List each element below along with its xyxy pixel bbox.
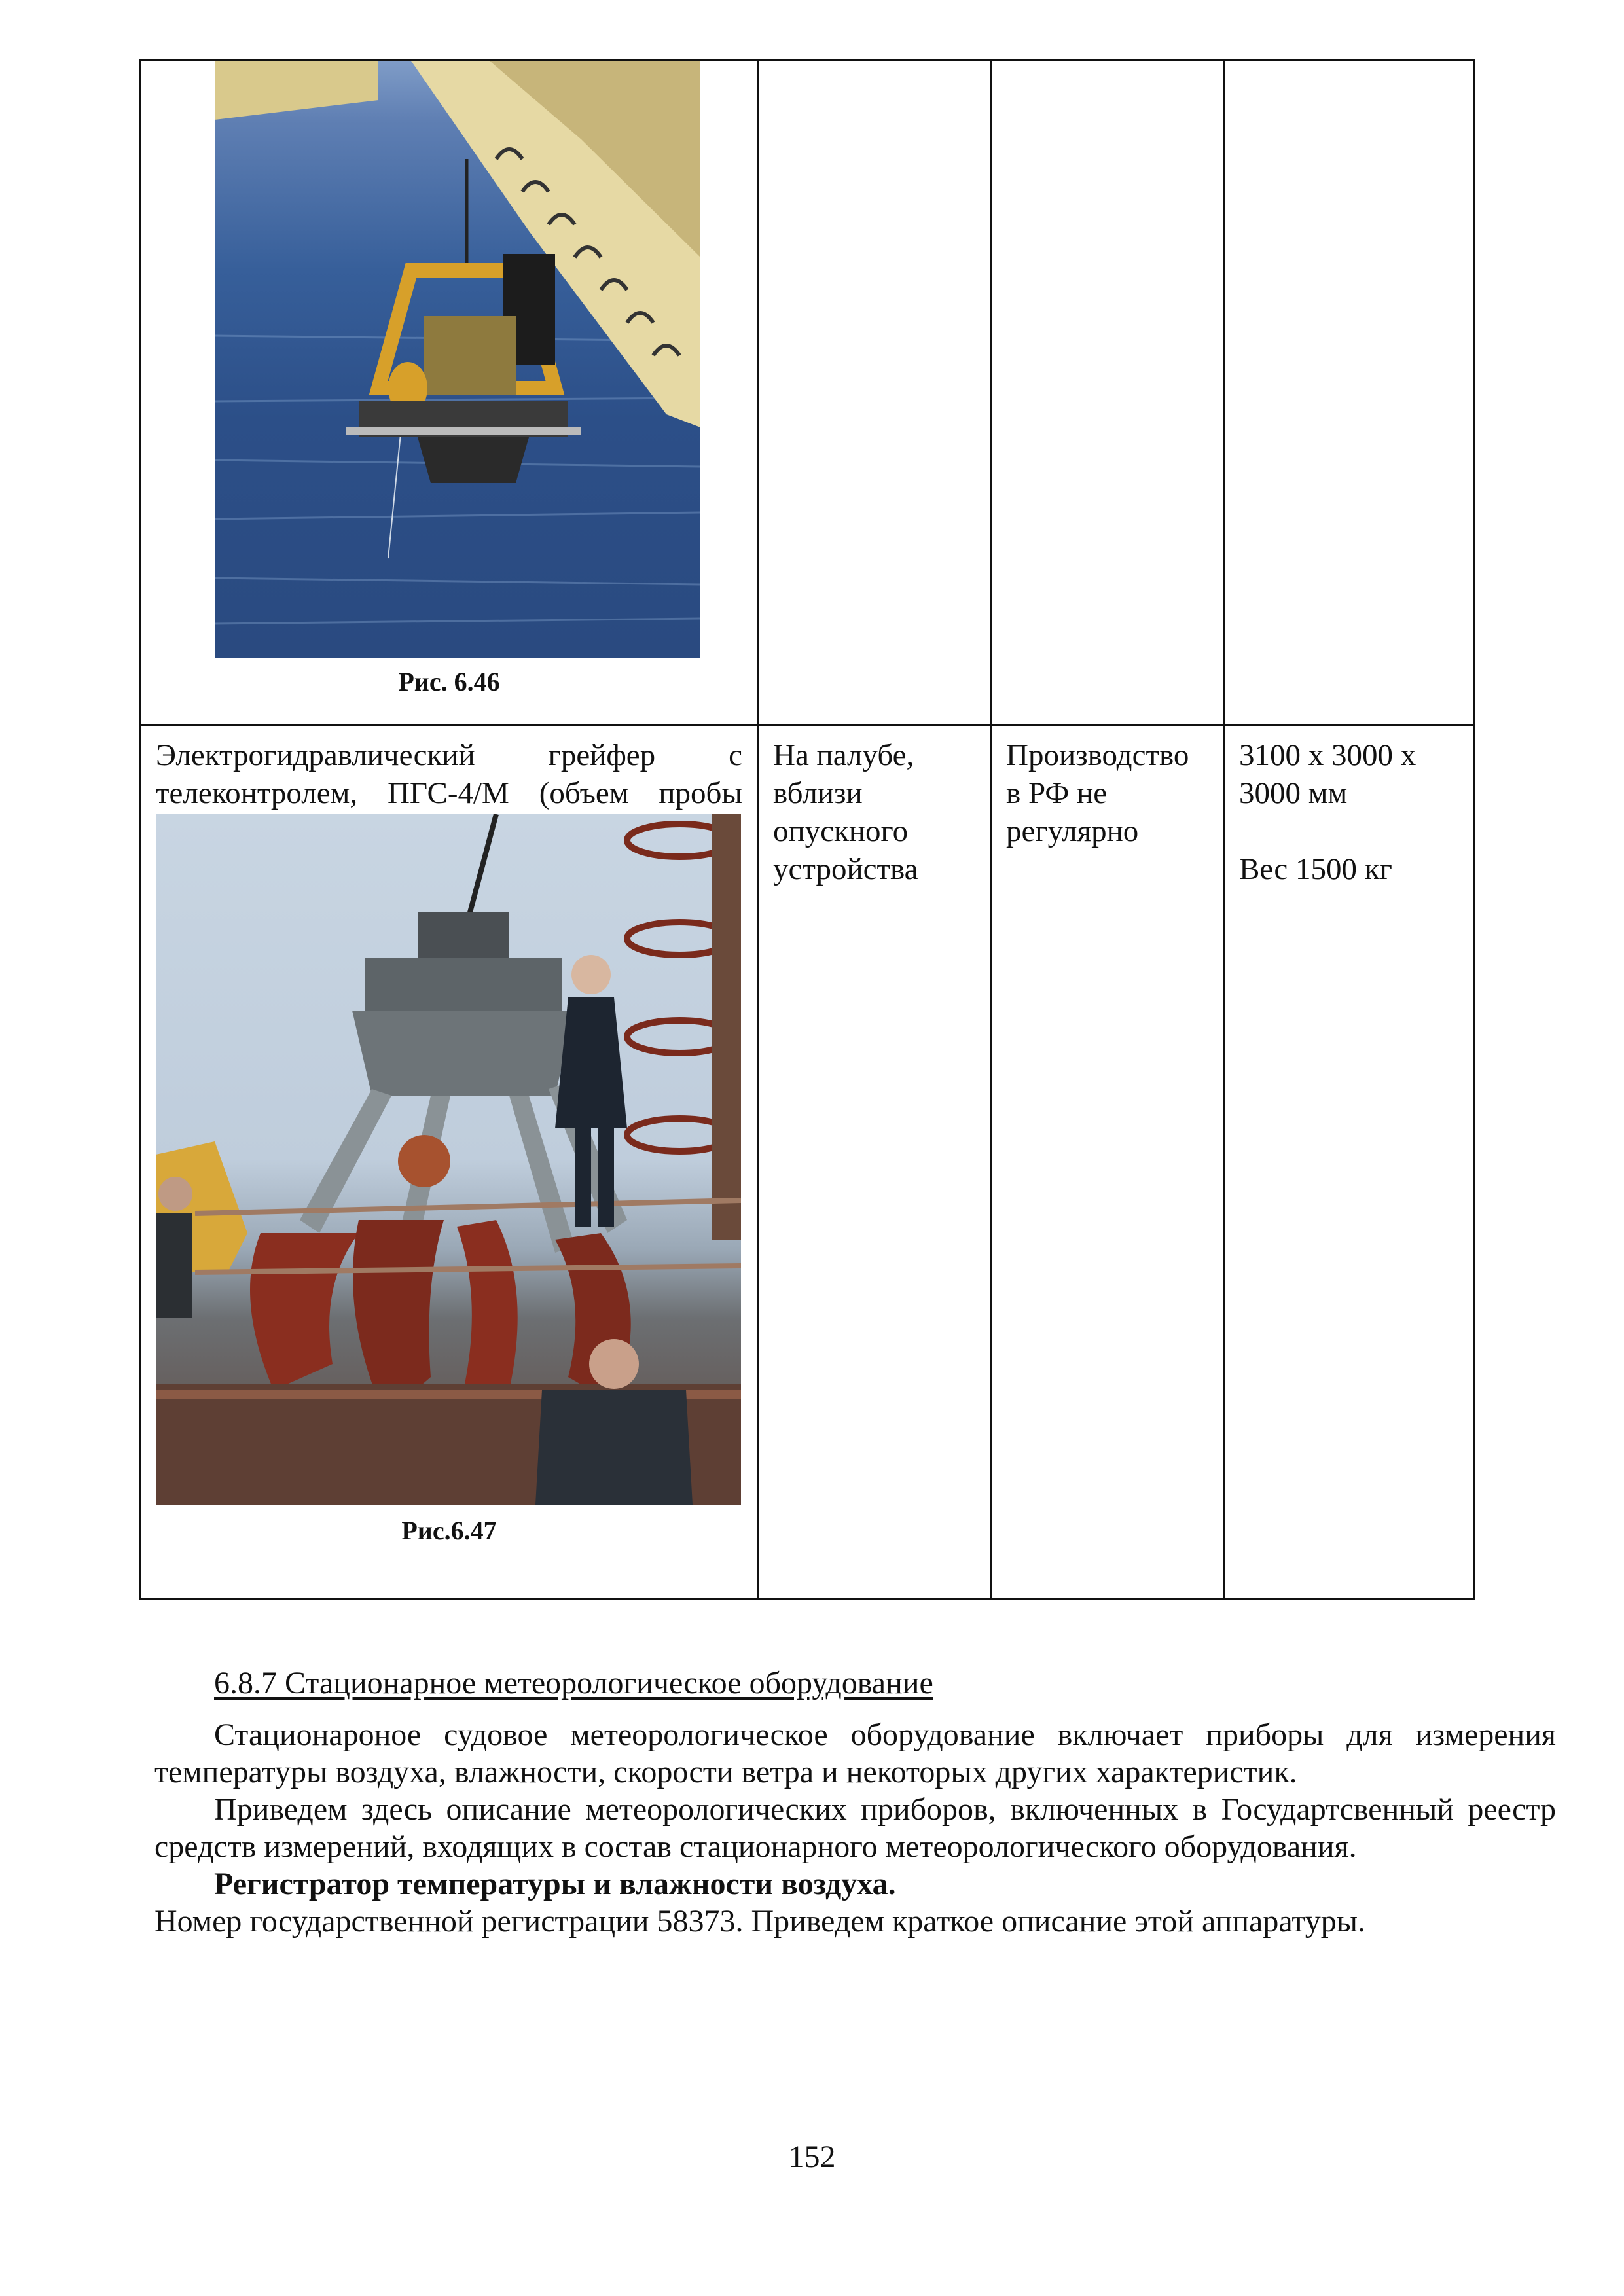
page-number: 152 [788,2140,836,2174]
table-row [141,60,1474,725]
dimensions-cell [1224,725,1474,1600]
production-cell [991,60,1224,725]
dimensions-cell [1224,60,1474,725]
description-line: телеконтролем, ПГС-4/М (объем пробы [156,776,742,810]
production-line: в РФ не [1006,776,1108,810]
section-body [154,1716,1556,1940]
table-row [141,725,1474,1600]
figure-caption: Рис. 6.46 [398,667,500,696]
production-line: Производство [1006,738,1189,772]
location-cell [758,725,991,1600]
paragraph: Стационароное судовое метеорологическое оборудование включает приборы для измерения температуры воздуха, влажности, скорости ветра и некоторых других характеристик. [154,1717,1556,1789]
figure-caption: Рис.6.47 [401,1516,497,1545]
paragraph: Номер государственной регистрации 58373. Приведем краткое описание этой аппаратуры. [154,1904,1365,1939]
production-cell [991,725,1224,1600]
photo-grab-on-deck [156,814,741,1505]
description-cell [141,725,758,1600]
location-cell [758,60,991,725]
location-line: опускного [773,814,909,848]
bold-heading: Регистратор температуры и влажности воздуха. [214,1867,896,1901]
production-line: регулярно [1006,814,1139,848]
location-line: устройства [773,852,918,886]
dimensions-line: 3100 х 3000 х [1239,738,1416,772]
equipment-table [139,59,1475,1600]
description-line: Электрогидравлический грейфер с [156,738,742,772]
location-line: На палубе, [773,738,914,772]
dimensions-line: 3000 мм [1239,776,1348,810]
paragraph: Приведем здесь описание метеорологических приборов, включенных в Государтсвенный реестр средств измерений, входящих в состав стационарного метеорологического оборудования. [154,1792,1556,1864]
photo-grab-sampler-over-sea [215,61,700,658]
weight-value: Вес 1500 кг [1239,852,1392,886]
location-line: вблизи [773,776,863,810]
section-title: 6.8.7 Стационарное метеорологическое оборудование [214,1666,933,1700]
figure-cell [141,60,758,725]
